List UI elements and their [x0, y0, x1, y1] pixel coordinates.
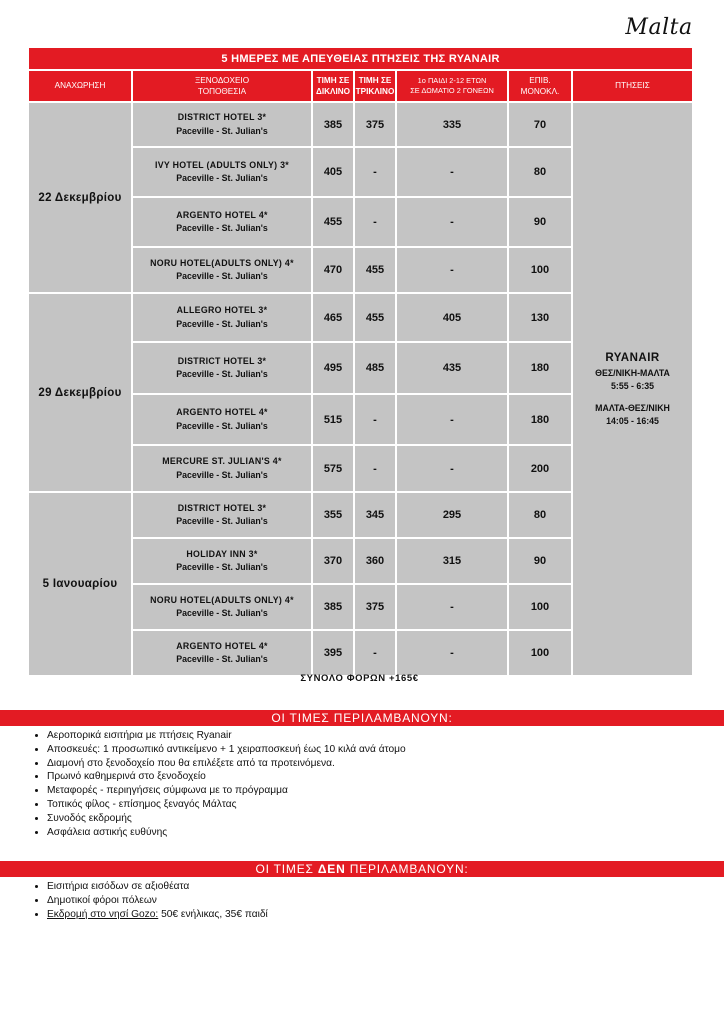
table-title: 5 ΗΜΕΡΕΣ ΜΕ ΑΠΕΥΘΕΙΑΣ ΠΤΗΣΕΙΣ ΤΗΣ RYANAIR: [28, 47, 693, 70]
price-single-supplement: 80: [508, 492, 572, 538]
departure-date: 29 Δεκεμβρίου: [28, 293, 132, 492]
hotel-location: Paceville - St. Julian's: [176, 369, 268, 379]
list-item: • Δημοτικοί φόροι πόλεων: [47, 894, 268, 908]
hotel-name: DISTRICT HOTEL 3*: [177, 112, 267, 123]
price-single-supplement: 100: [508, 247, 572, 293]
header-single: ΕΠΙΒ. ΜΟΝΟΚΛ.: [508, 70, 572, 102]
price-child: 405: [396, 293, 508, 342]
header-flights: ΠΤΗΣΕΙΣ: [572, 70, 693, 102]
price-double: 370: [312, 538, 354, 584]
outbound-time: 5:55 - 6:35: [611, 381, 655, 392]
price-single-supplement: 200: [508, 445, 572, 492]
price-triple: 375: [354, 102, 396, 147]
hotel-name: HOLIDAY INN 3*: [186, 548, 258, 559]
list-item: • Πρωινό καθημερινά στο ξενοδοχείο: [47, 770, 406, 784]
hotel-cell: [132, 342, 312, 394]
hotel-name: MERCURE ST. JULIAN'S 4*: [162, 456, 282, 467]
price-triple: -: [354, 445, 396, 492]
price-child: -: [396, 247, 508, 293]
hotel-name: ALLEGRO HOTEL 3*: [176, 305, 268, 316]
hotel-cell: [132, 247, 312, 293]
hotel-location: Paceville - St. Julian's: [176, 516, 268, 526]
price-single-supplement: 90: [508, 538, 572, 584]
hotel-location: Paceville - St. Julian's: [176, 562, 268, 572]
price-child: -: [396, 394, 508, 445]
excluded-list: [27, 880, 268, 921]
hotel-location: Paceville - St. Julian's: [176, 125, 268, 136]
gozo-excursion-price: 50€ ενήλικας, 35€ παιδί: [158, 908, 268, 920]
price-child: -: [396, 445, 508, 492]
departure-date: 5 Ιανουαρίου: [28, 492, 132, 676]
price-triple: -: [354, 197, 396, 247]
list-item: • Εισιτήρια εισόδων σε αξιοθέατα: [47, 880, 268, 894]
price-single-supplement: 100: [508, 630, 572, 676]
hotel-cell: [132, 630, 312, 676]
flights-info: [572, 102, 693, 676]
list-item: • Αποσκευές: 1 προσωπικό αντικείμενο + 1 χειραποσκευή έως 10 κιλά ανά άτομο: [47, 743, 406, 757]
price-double: 405: [312, 147, 354, 197]
total-taxes: ΣΥΝΟΛΟ ΦΟΡΩΝ +165€: [300, 673, 419, 684]
hotel-cell: [132, 293, 312, 342]
price-single-supplement: 130: [508, 293, 572, 342]
header-triple: ΤΙΜΗ ΣΕ ΤΡΙΚΛΙΝΟ: [354, 70, 396, 102]
price-double: 515: [312, 394, 354, 445]
price-child: -: [396, 584, 508, 630]
price-child: 315: [396, 538, 508, 584]
hotel-location: Paceville - St. Julian's: [176, 654, 268, 664]
list-item: • Τοπικός φίλος - επίσημος ξεναγός Μάλτας: [47, 798, 406, 812]
price-triple: 485: [354, 342, 396, 394]
included-list: [27, 729, 406, 839]
list-item: • Μεταφορές - περιηγήσεις σύμφωνα με το πρόγραμμα: [47, 784, 406, 798]
price-triple: 455: [354, 293, 396, 342]
price-double: 575: [312, 445, 354, 492]
gozo-excursion-label: Εκδρομή στο νησί Gozo:: [47, 908, 159, 920]
hotel-name: DISTRICT HOTEL 3*: [177, 502, 267, 513]
price-child: 335: [396, 102, 508, 147]
header-departure: ΑΝΑΧΩΡΗΣΗ: [28, 70, 132, 102]
hotel-location: Paceville - St. Julian's: [176, 271, 268, 281]
list-item: • Αεροπορικά εισιτήρια με πτήσεις Ryanair: [47, 729, 406, 743]
departure-date: 22 Δεκεμβρίου: [28, 102, 132, 293]
hotel-location: Paceville - St. Julian's: [176, 173, 268, 183]
list-item: • Διαμονή στο ξενοδοχείο που θα επιλέξετε από τα προτεινόμενα.: [47, 757, 406, 771]
price-double: 455: [312, 197, 354, 247]
included-title: ΟΙ ΤΙΜΕΣ ΠΕΡΙΛΑΜΒΑΝΟΥΝ:: [0, 710, 724, 726]
hotel-location: Paceville - St. Julian's: [176, 469, 268, 480]
hotel-cell: [132, 492, 312, 538]
hotel-cell: [132, 197, 312, 247]
price-single-supplement: 70: [508, 102, 572, 147]
hotel-cell: [132, 584, 312, 630]
price-table: [27, 46, 694, 677]
price-double: 495: [312, 342, 354, 394]
hotel-name: ARGENTO HOTEL 4*: [176, 209, 268, 220]
hotel-name: ARGENTO HOTEL 4*: [176, 640, 268, 651]
price-table-body: [28, 102, 693, 676]
hotel-name: NORU HOTEL(ADULTS ONLY) 4*: [150, 257, 294, 268]
hotel-location: Paceville - St. Julian's: [176, 608, 268, 618]
hotel-location: Paceville - St. Julian's: [176, 420, 268, 431]
price-triple: 375: [354, 584, 396, 630]
price-single-supplement: 100: [508, 584, 572, 630]
hotel-location: Paceville - St. Julian's: [176, 318, 268, 329]
price-double: 385: [312, 102, 354, 147]
hotel-name: IVY HOTEL (ADULTS ONLY) 3*: [154, 159, 290, 170]
header-child: 1ο ΠΑΙΔΙ 2-12 ΕΤΩΝ ΣΕ ΔΩΜΑΤΙΟ 2 ΓΟΝΕΩΝ: [396, 70, 508, 102]
price-child: -: [396, 147, 508, 197]
price-triple: 455: [354, 247, 396, 293]
price-double: 470: [312, 247, 354, 293]
price-triple: -: [354, 630, 396, 676]
price-double: 395: [312, 630, 354, 676]
outbound-route: ΘΕΣ/ΝΙΚΗ-ΜΑΛΤΑ: [595, 368, 670, 379]
price-triple: -: [354, 147, 396, 197]
hotel-cell: [132, 394, 312, 445]
return-route: ΜΑΛΤΑ-ΘΕΣ/ΝΙΚΗ: [595, 402, 670, 413]
price-child: 295: [396, 492, 508, 538]
hotel-name: NORU HOTEL(ADULTS ONLY) 4*: [150, 594, 294, 605]
airline-name: RYANAIR: [605, 352, 660, 364]
list-item: • Συνοδός εκδρομής: [47, 812, 406, 826]
return-time: 14:05 - 16:45: [606, 415, 659, 426]
price-triple: 360: [354, 538, 396, 584]
price-single-supplement: 180: [508, 394, 572, 445]
list-item-gozo: [47, 908, 268, 922]
price-double: 385: [312, 584, 354, 630]
price-child: 435: [396, 342, 508, 394]
hotel-cell: [132, 147, 312, 197]
hotel-cell: [132, 445, 312, 492]
hotel-location: Paceville - St. Julian's: [176, 223, 268, 233]
price-single-supplement: 80: [508, 147, 572, 197]
price-child: -: [396, 630, 508, 676]
list-item: • Ασφάλεια αστικής ευθύνης: [47, 826, 406, 840]
header-hotel: ΞΕΝΟΔΟΧΕΙΟ ΤΟΠΟΘΕΣΙΑ: [132, 70, 312, 102]
brand-logo: Malta: [625, 15, 693, 40]
price-double: 355: [312, 492, 354, 538]
hotel-name: DISTRICT HOTEL 3*: [177, 355, 267, 366]
hotel-cell: [132, 538, 312, 584]
price-child: -: [396, 197, 508, 247]
header-double: ΤΙΜΗ ΣΕ ΔΙΚΛΙΝΟ: [312, 70, 354, 102]
price-single-supplement: 180: [508, 342, 572, 394]
price-triple: -: [354, 394, 396, 445]
hotel-cell: [132, 102, 312, 147]
hotel-name: ARGENTO HOTEL 4*: [176, 407, 268, 418]
table-row: [28, 102, 693, 147]
price-single-supplement: 90: [508, 197, 572, 247]
price-triple: 345: [354, 492, 396, 538]
excluded-title: ΟΙ ΤΙΜΕΣ ΔΕΝ ΠΕΡΙΛΑΜΒΑΝΟΥΝ:: [0, 861, 724, 877]
price-double: 465: [312, 293, 354, 342]
